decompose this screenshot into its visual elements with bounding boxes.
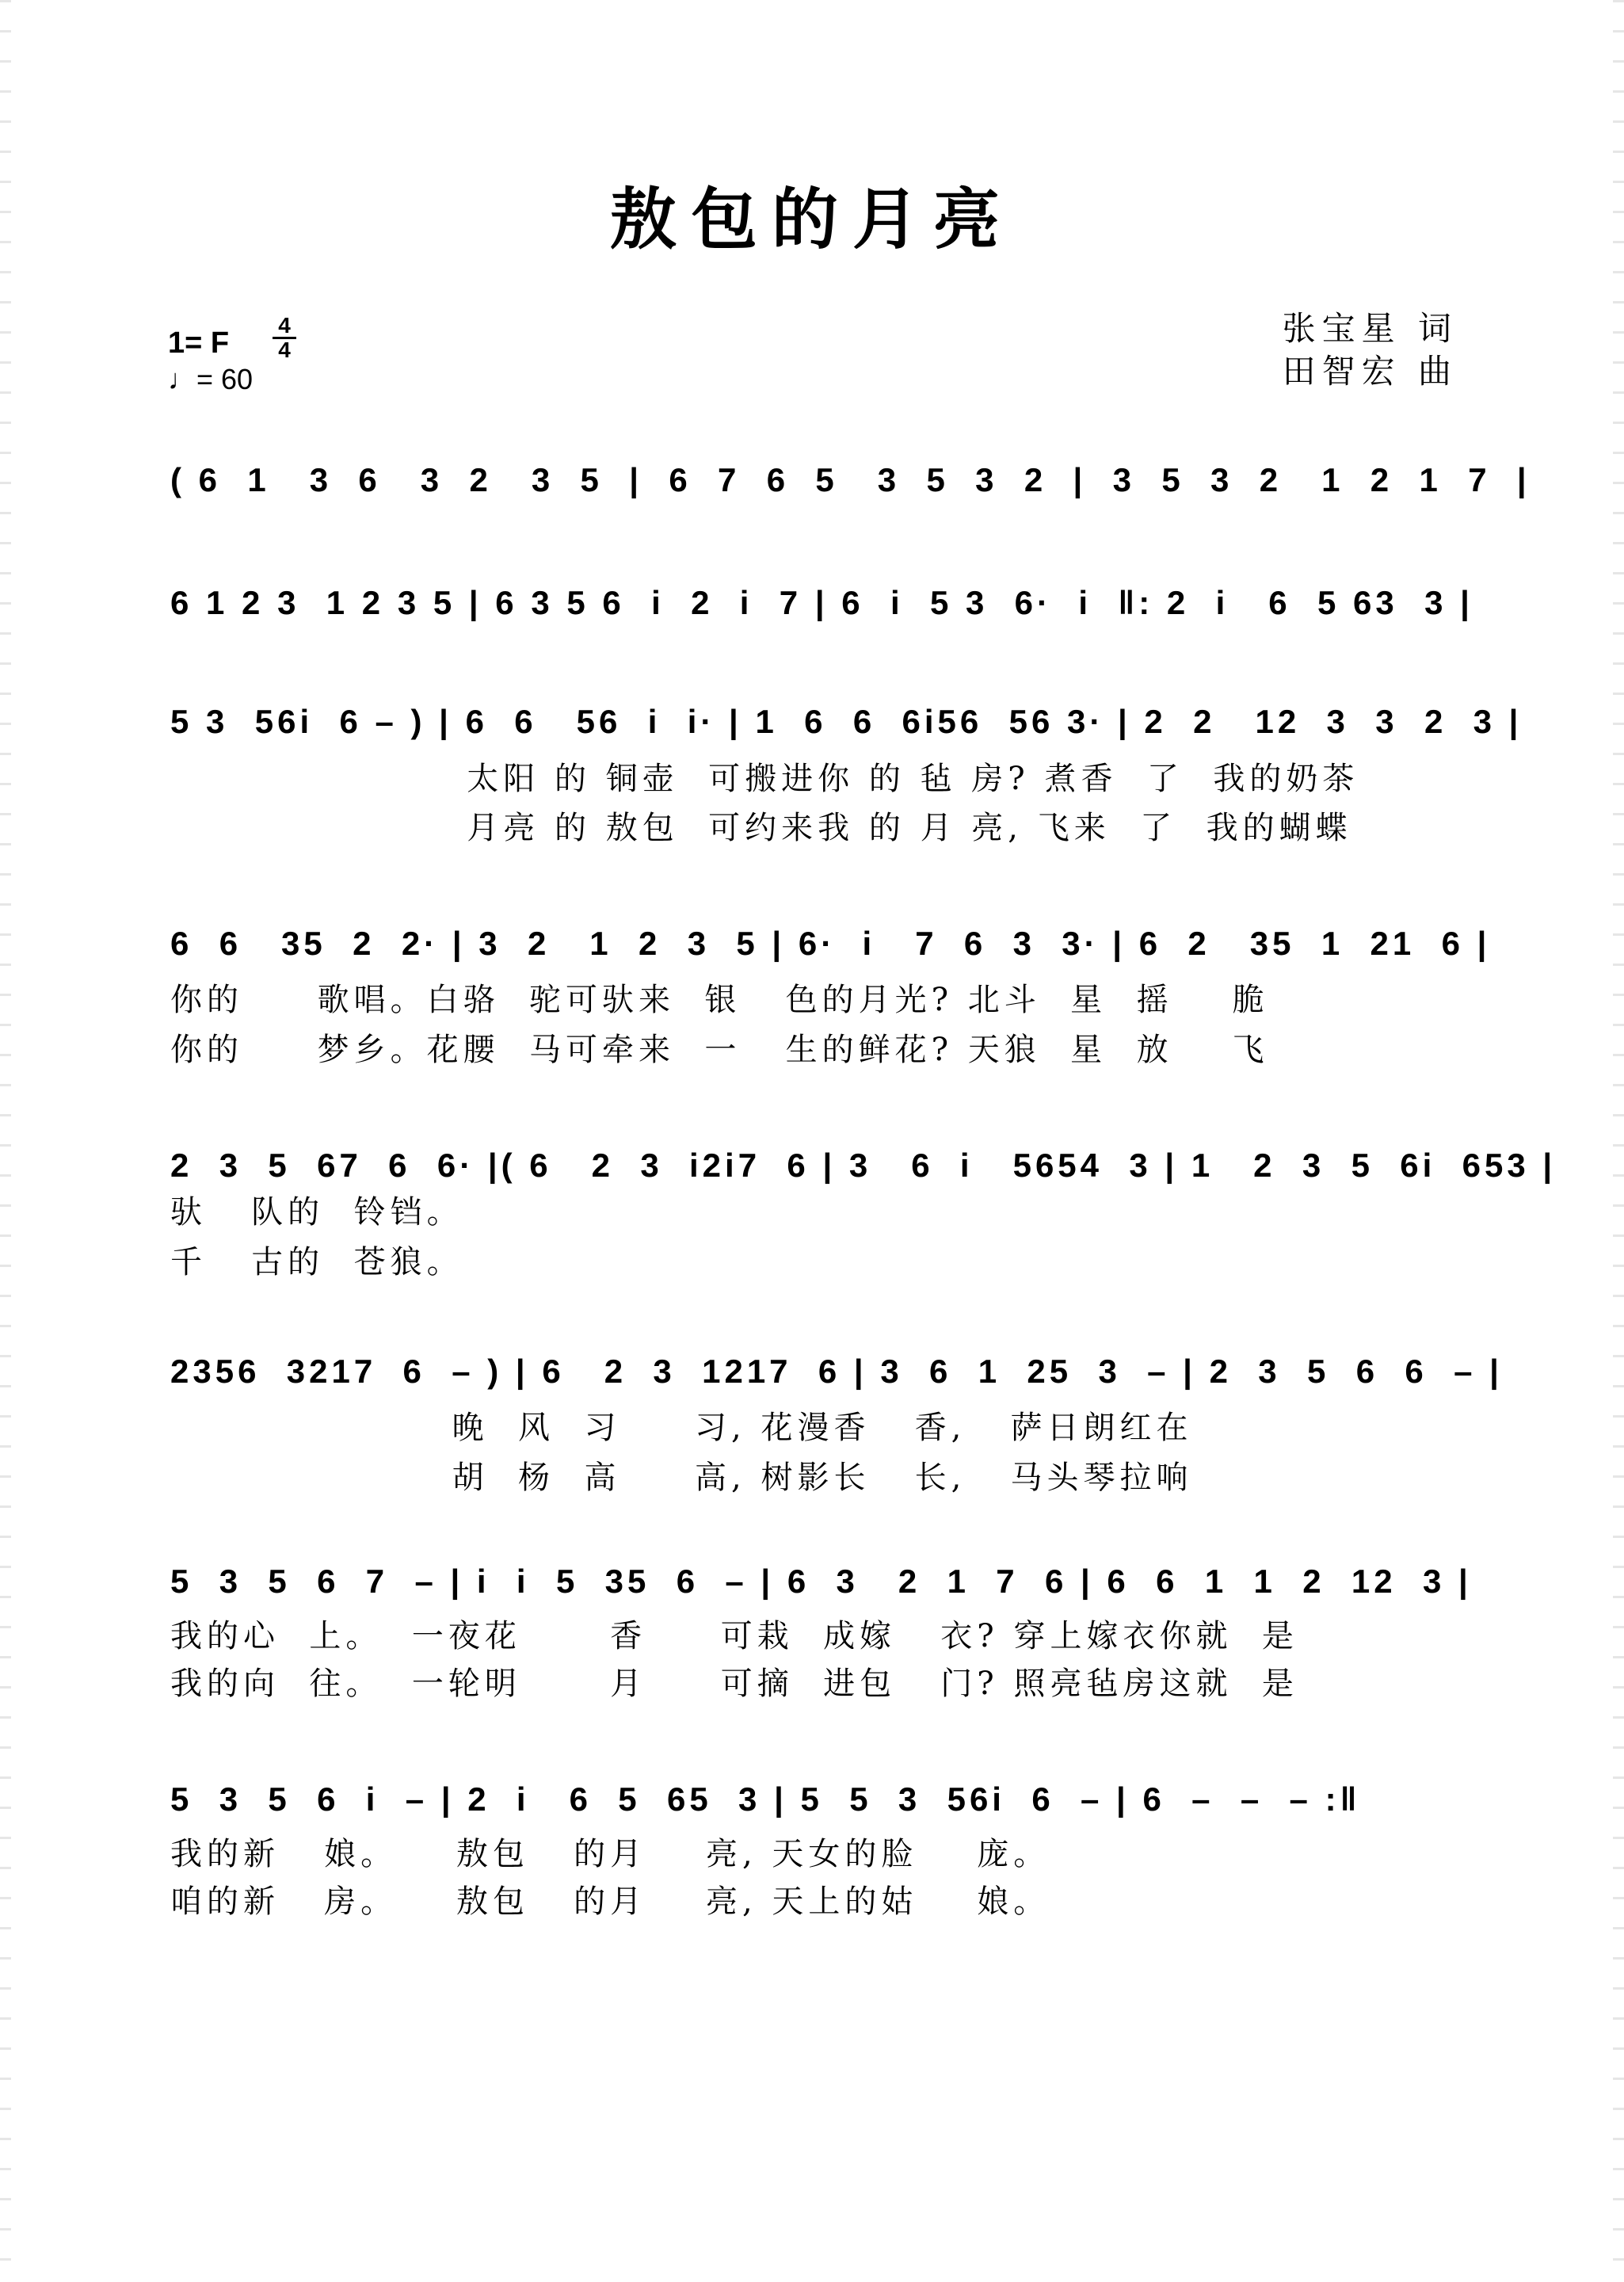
tempo-marking: ♩= 60 <box>168 363 254 395</box>
song-title: 敖包的月亮 <box>609 180 1014 258</box>
time-signature <box>271 315 298 361</box>
lyric-line-6-verse-1: 晚 风 习 习, 花漫香 香, 萨日朗红在 <box>170 1410 1193 1446</box>
lyric-line-7-verse-1: 我的心 上。 一夜花 香 可栽 成嫁 衣? 穿上嫁衣你就 是 <box>170 1618 1298 1654</box>
lyric-line-8-verse-1: 我的新 娘。 敖包 的月 亮, 天女的脸 庞。 <box>170 1836 1050 1872</box>
notation-line-6: 2356 3217 6 – ) | 6 2 3 1217 6 | 3 6 1 25 3 – | 2 3 5 6 6 – | <box>170 1353 1503 1390</box>
lyric-line-5-verse-1: 驮 队的 铃铛。 <box>170 1194 463 1231</box>
lyric-line-3-verse-2: 月亮 的 敖包 可约来我 的 月 亮, 飞来 了 我的蝴蝶 <box>170 810 1352 846</box>
notation-line-7: 5 3 5 6 7 – | i i 5 35 6 – | 6 3 2 1 7 6 | 6 6 1 1 2 12 3 | <box>170 1563 1472 1600</box>
lyric-line-8-verse-2: 咱的新 房。 敖包 的月 亮, 天上的姑 娘。 <box>170 1883 1050 1920</box>
left-border-strip <box>0 0 11 2282</box>
time-signature-top: 4 <box>278 313 291 338</box>
time-signature-bottom: 4 <box>278 338 291 362</box>
lyric-line-6-verse-2: 胡 杨 高 高, 树影长 长, 马头琴拉响 <box>170 1460 1193 1496</box>
notation-line-4: 6 6 35 2 2· | 3 2 1 2 3 5 | 6· i 7 6 3 3· | 6 2 35 1 21 6 | <box>170 925 1491 962</box>
lyricist-credit: 张宝星 词 <box>1282 309 1458 348</box>
notation-line-1: ( 6 1 3 6 3 2 3 5 | 6 7 6 5 3 5 3 2 | 3 5 3 2 1 2 1 7 | <box>170 461 1531 498</box>
key-signature: 1= F <box>168 326 230 360</box>
notation-line-2: 6 1 2 3 1 2 3 5 | 6 3 5 6 i 2 i 7 | 6 i 5 3 6· i ‖: 2 i 6 5 63 3 | <box>170 584 1473 621</box>
right-border-strip <box>1613 0 1624 2282</box>
lyric-line-4-verse-2: 你的 梦乡。花腰 马可牵来 一 生的鲜花? 天狼 星 放 飞 <box>170 1032 1269 1068</box>
notation-line-3: 5 3 56i 6 – ) | 6 6 56 i i· | 1 6 6 6i56 56 3· | 2 2 12 3 3 2 3 | <box>170 703 1523 740</box>
lyric-line-3-verse-1: 太阳 的 铜壶 可搬进你 的 毡 房? 煮香 了 我的奶茶 <box>170 761 1359 797</box>
lyric-line-7-verse-2: 我的向 往。 一轮明 月 可摘 进包 门? 照亮毡房这就 是 <box>170 1666 1298 1702</box>
lyric-line-5-verse-2: 千 古的 苍狼。 <box>170 1244 463 1280</box>
composer-credit: 田智宏 曲 <box>1282 352 1458 391</box>
notation-line-5: 2 3 5 67 6 6· |( 6 2 3 i2i7 6 | 3 6 i 5654 3 | 1 2 3 5 6i 653 | <box>170 1147 1557 1184</box>
lyric-line-4-verse-1: 你的 歌唱。白骆 驼可驮来 银 色的月光? 北斗 星 摇 脆 <box>170 982 1269 1018</box>
notation-line-8: 5 3 5 6 i – | 2 i 6 5 65 3 | 5 5 3 56i 6 – | 6 – – – :‖ <box>170 1780 1361 1818</box>
